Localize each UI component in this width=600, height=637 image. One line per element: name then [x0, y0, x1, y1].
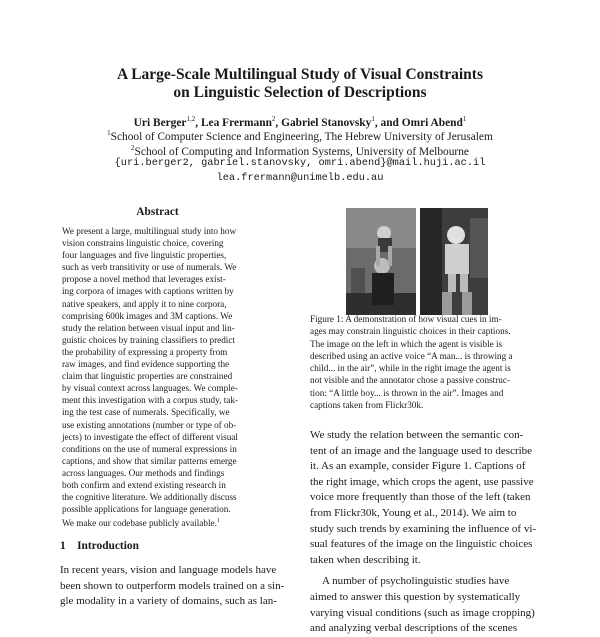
- affiliation-sup: 1: [107, 129, 111, 137]
- abstract-line: study the relation between visual input and lin-: [62, 322, 235, 333]
- photo-left-drawing: [346, 208, 416, 315]
- email-line-2: lea.frermann@unimelb.edu.au: [216, 172, 384, 184]
- author-list: Uri Berger$^{1,2}$, Lea Frermann$^2$, Gabriel Stanovsky$^1$, and Omri Abend$^1$: [133, 115, 467, 129]
- body-line: varying visual conditions (such as image cropping): [310, 606, 535, 619]
- intro-body: [60, 563, 295, 610]
- abstract-line-last: [62, 515, 280, 529]
- abstract-line: conditions on the use of numeral expressions in: [62, 443, 237, 454]
- abstract-body: [62, 225, 280, 529]
- abstract-line: ing corpora of images with captions written by: [62, 286, 234, 297]
- photo-right-drawing: [420, 208, 488, 315]
- abstract-line: native speakers, and apply it to nine corpora,: [62, 298, 227, 309]
- author-name: and Omri Abend: [380, 117, 463, 129]
- abstract-line: such as verb transitivity or use of numerals. We: [62, 262, 237, 273]
- affiliation-sup: 2: [131, 144, 135, 152]
- body-line: sual features of the image on the linguistic choices: [310, 538, 533, 551]
- caption-line: ages may constrain linguistic choices in their captions.: [310, 326, 511, 337]
- author-sup: 1: [462, 115, 467, 123]
- caption-line: Figure 1: A demonstration of how visual cues in im-: [310, 314, 502, 324]
- abstract-line: raw images, and find evidence supporting the: [62, 359, 230, 370]
- author-sup: 1,2: [186, 115, 196, 123]
- affiliation-text: School of Computer Science and Engineering, The Hebrew University of Jerusalem: [110, 131, 493, 143]
- section-title: Introduction: [77, 540, 139, 552]
- caption-line: tion: “A little boy... is thrown in the air”. Images and: [310, 387, 504, 398]
- caption-line: captions taken from Flickr30k.: [310, 400, 424, 411]
- body-line: from Flickr30k, Young et al., 2014). We aim to: [310, 506, 517, 519]
- abstract-line: guistic choices by training classifiers to predict: [62, 334, 235, 345]
- figure-photo-left: [346, 208, 416, 315]
- abstract-line: possible applications for language generation.: [62, 504, 231, 515]
- abstract-line: propose a novel method that leverages exist-: [62, 274, 226, 285]
- author-name: Lea Frermann: [200, 117, 272, 129]
- body-line: tent of an image and the language used to describe: [310, 444, 533, 457]
- caption-line: described using an active voice “A man... is throwing a: [310, 350, 513, 361]
- figure-caption: [310, 313, 550, 411]
- abstract-line: We present a large, multilingual study into how: [62, 226, 237, 236]
- author-name: Uri Berger: [133, 117, 187, 129]
- abstract-line: jects) to investigate the effect of different visual: [62, 431, 238, 442]
- body-line: it. As an example, consider Figure 1. Captions of: [310, 460, 526, 473]
- author-name: Gabriel Stanovsky: [281, 117, 372, 129]
- paper-title: [0, 66, 600, 102]
- author-sup: 2: [271, 115, 276, 123]
- caption-line: child... in the air”, while in the right image the agent is: [310, 363, 511, 374]
- caption-line: The image on the left in which the agent is visible is: [310, 338, 503, 349]
- intro-line: been shown to outperform models trained on a sin-: [60, 579, 285, 592]
- body-line: taken when describing it.: [310, 553, 421, 566]
- abstract-line: ment this investigation with a corpus study, tak-: [62, 395, 238, 406]
- abstract-heading: Abstract: [136, 206, 179, 218]
- abstract-line: use existing annotations (number or type of ob-: [62, 419, 237, 430]
- section-number: 1: [60, 540, 66, 552]
- abstract-line: by visual context across languages. We comple-: [62, 383, 238, 394]
- abstract-line: We make our codebase publicly available.: [62, 518, 217, 529]
- body-line: voice more frequently than those of the left (taken: [310, 491, 531, 504]
- affiliation-text: School of Computing and Information Systems, University of Melbourne: [134, 146, 469, 158]
- right-column-body: [310, 428, 550, 637]
- abstract-line: both confirm and extend existing research in: [62, 479, 226, 490]
- abstract-line: the cognitive literature. We additionally discuss: [62, 492, 237, 503]
- intro-line: gle modality in a variety of domains, such as lan-: [60, 595, 277, 607]
- body-line: A number of psycholinguistic studies have: [322, 575, 510, 588]
- body-line: We study the relation between the semantic con-: [310, 429, 524, 441]
- body-line: the right image, which crops the agent, use passive: [310, 475, 534, 488]
- body-line: study such trends by examining the influence of vi-: [310, 522, 537, 535]
- abstract-line: claim that linguistic properties are constrained: [62, 371, 233, 382]
- abstract-line: four languages and five linguistic properties,: [62, 250, 227, 261]
- footnote-marker: 1: [216, 518, 220, 525]
- abstract-line: the probability of expressing a property from: [62, 346, 228, 357]
- abstract-line: comprising 600k images and 3M captions. We: [62, 310, 233, 321]
- abstract-line: across languages. Our methods and findings: [62, 467, 225, 478]
- caption-line: not visible and the annotator chose a passive construc-: [310, 375, 511, 386]
- abstract-line: ing the test case of numerals. Specifically, we: [62, 407, 230, 418]
- body-line: aimed to answer this question by systematically: [310, 590, 521, 603]
- section-heading-introduction: [60, 540, 139, 552]
- abstract-line: vision constrains linguistic choice, covering: [62, 238, 224, 249]
- figure-photo-right: [420, 208, 488, 315]
- title-line-2: on Linguistic Selection of Descriptions: [173, 84, 427, 101]
- intro-line: In recent years, vision and language models have: [60, 564, 277, 576]
- email-line-1: {uri.berger2, gabriel.stanovsky, omri.abend}@mail.huji.ac.il: [114, 157, 486, 169]
- body-line: and analyzing verbal descriptions of the scenes: [310, 622, 518, 635]
- title-line-1: A Large-Scale Multilingual Study of Visual Constraints: [116, 66, 483, 83]
- author-sup: 1: [371, 115, 375, 123]
- abstract-line: captions, and show that similar patterns emerge: [62, 455, 237, 466]
